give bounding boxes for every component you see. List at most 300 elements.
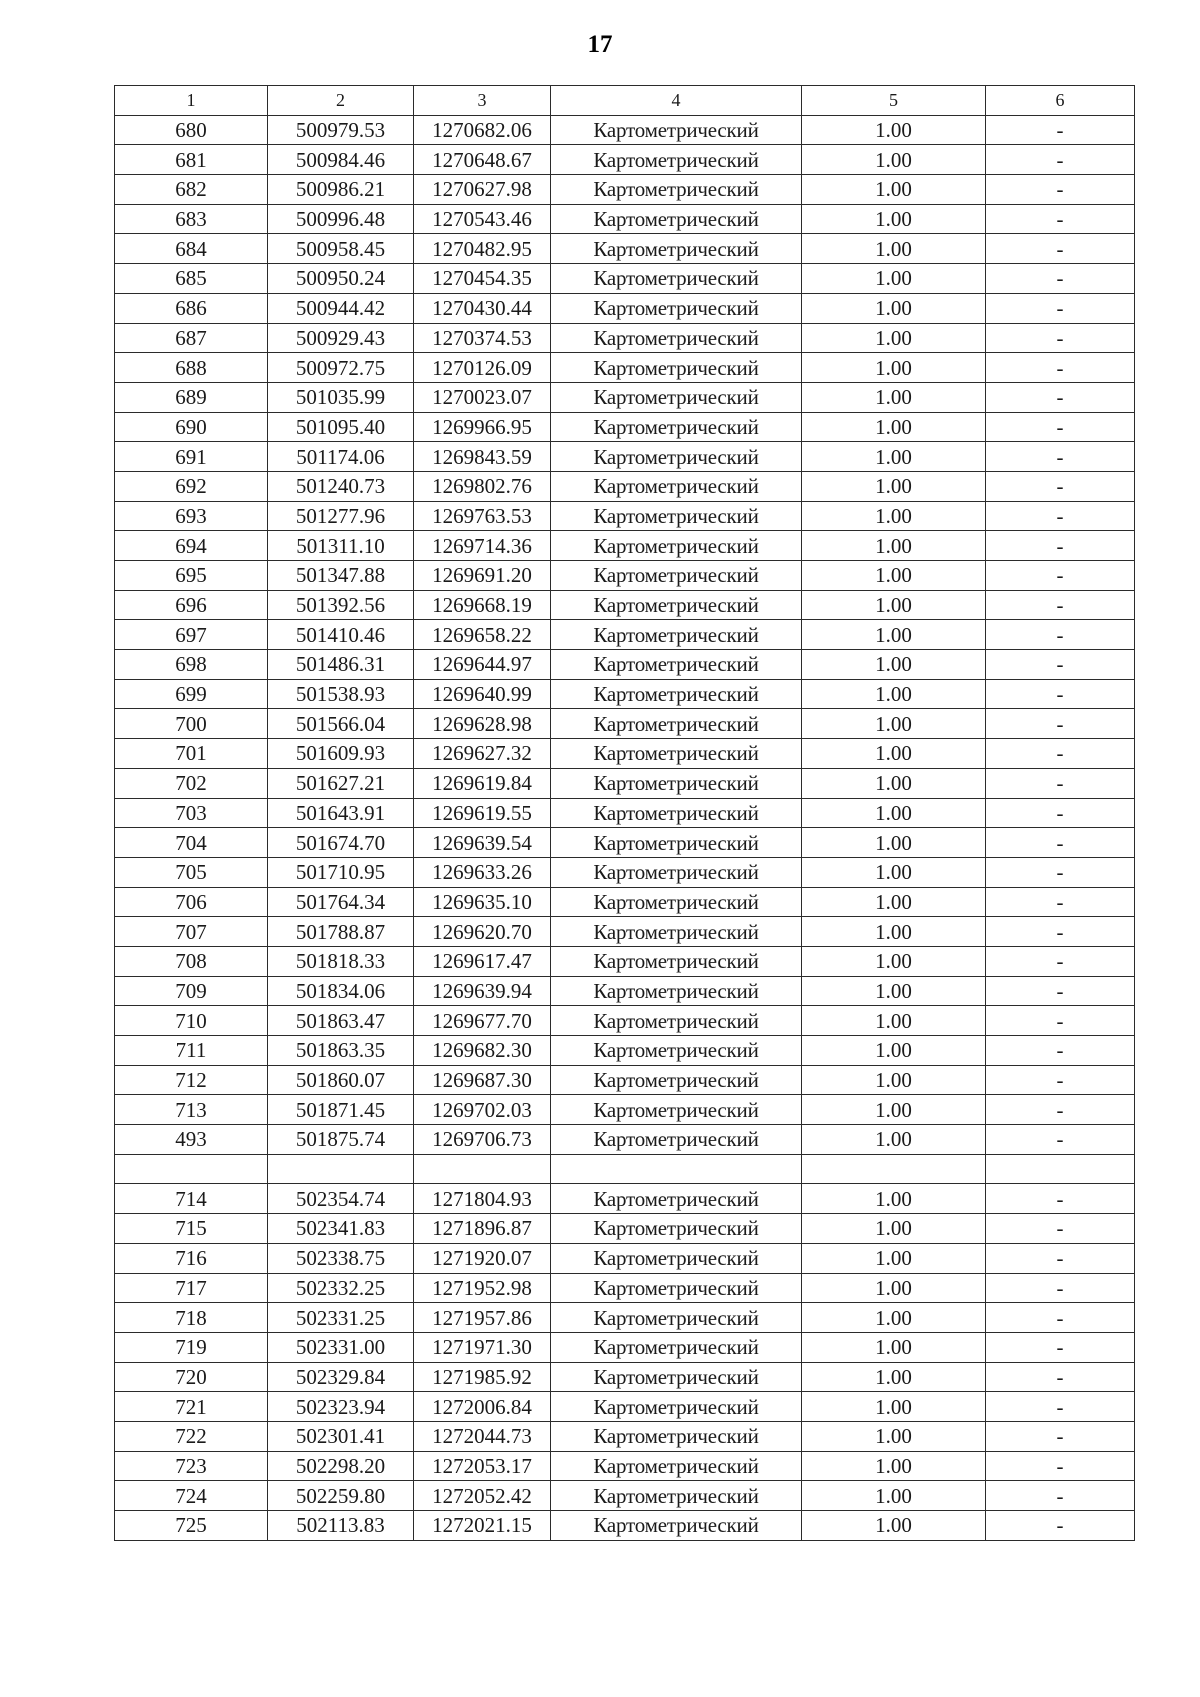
method-cell: Картометрический bbox=[551, 1451, 802, 1481]
point-number-cell: 709 bbox=[115, 976, 268, 1006]
y-coordinate-cell: 1269620.70 bbox=[414, 917, 551, 947]
note-cell: - bbox=[986, 204, 1135, 234]
x-coordinate-cell: 502329.84 bbox=[268, 1362, 414, 1392]
table-row bbox=[115, 1065, 1135, 1095]
column-header: 6 bbox=[986, 86, 1135, 116]
method-cell: Картометрический bbox=[551, 1303, 802, 1333]
y-coordinate-cell: 1270430.44 bbox=[414, 293, 551, 323]
y-coordinate-cell: 1269635.10 bbox=[414, 887, 551, 917]
table-row bbox=[115, 798, 1135, 828]
y-coordinate-cell: 1269640.99 bbox=[414, 679, 551, 709]
table-row bbox=[115, 1095, 1135, 1125]
table-row bbox=[115, 412, 1135, 442]
note-cell: - bbox=[986, 501, 1135, 531]
point-number-cell: 685 bbox=[115, 264, 268, 294]
table-row bbox=[115, 442, 1135, 472]
table-row bbox=[115, 709, 1135, 739]
table-row bbox=[115, 1154, 1135, 1184]
note-cell: - bbox=[986, 382, 1135, 412]
method-cell: Картометрический bbox=[551, 768, 802, 798]
y-coordinate-cell: 1269619.55 bbox=[414, 798, 551, 828]
x-coordinate-cell: 502298.20 bbox=[268, 1451, 414, 1481]
method-cell: Картометрический bbox=[551, 857, 802, 887]
table-row bbox=[115, 115, 1135, 145]
table-row bbox=[115, 531, 1135, 561]
point-number-cell: 688 bbox=[115, 353, 268, 383]
note-cell: - bbox=[986, 887, 1135, 917]
x-coordinate-cell: 501627.21 bbox=[268, 768, 414, 798]
note-cell: - bbox=[986, 323, 1135, 353]
x-coordinate-cell: 500984.46 bbox=[268, 145, 414, 175]
point-number-cell: 722 bbox=[115, 1421, 268, 1451]
table-row bbox=[115, 620, 1135, 650]
point-number-cell: 708 bbox=[115, 946, 268, 976]
point-number-cell: 693 bbox=[115, 501, 268, 531]
y-coordinate-cell: 1269677.70 bbox=[414, 1006, 551, 1036]
table-row bbox=[115, 1481, 1135, 1511]
method-cell: Картометрический bbox=[551, 1511, 802, 1541]
method-cell: Картометрический bbox=[551, 1036, 802, 1066]
method-cell: Картометрический bbox=[551, 1184, 802, 1214]
point-number-cell: 681 bbox=[115, 145, 268, 175]
point-number-cell: 699 bbox=[115, 679, 268, 709]
x-coordinate-cell: 501095.40 bbox=[268, 412, 414, 442]
point-number-cell: 700 bbox=[115, 709, 268, 739]
note-cell: - bbox=[986, 768, 1135, 798]
accuracy-cell: 1.00 bbox=[802, 620, 986, 650]
table-row bbox=[115, 1184, 1135, 1214]
x-coordinate-cell: 501871.45 bbox=[268, 1095, 414, 1125]
x-coordinate-cell: 502323.94 bbox=[268, 1392, 414, 1422]
accuracy-cell: 1.00 bbox=[802, 1421, 986, 1451]
x-coordinate-cell: 502332.25 bbox=[268, 1273, 414, 1303]
method-cell: Картометрический bbox=[551, 471, 802, 501]
x-coordinate-cell: 501818.33 bbox=[268, 946, 414, 976]
method-cell: Картометрический bbox=[551, 1065, 802, 1095]
accuracy-cell: 1.00 bbox=[802, 946, 986, 976]
accuracy-cell: 1.00 bbox=[802, 828, 986, 858]
note-cell: - bbox=[986, 976, 1135, 1006]
page-number: 17 bbox=[587, 31, 613, 58]
method-cell: Картометрический bbox=[551, 620, 802, 650]
note-cell: - bbox=[986, 946, 1135, 976]
y-coordinate-cell: 1271896.87 bbox=[414, 1214, 551, 1244]
method-cell: Картометрический bbox=[551, 1392, 802, 1422]
point-number-cell: 725 bbox=[115, 1511, 268, 1541]
point-number-cell: 711 bbox=[115, 1036, 268, 1066]
accuracy-cell: 1.00 bbox=[802, 1451, 986, 1481]
point-number-cell: 707 bbox=[115, 917, 268, 947]
point-number-cell: 689 bbox=[115, 382, 268, 412]
accuracy-cell: 1.00 bbox=[802, 442, 986, 472]
x-coordinate-cell: 500986.21 bbox=[268, 175, 414, 205]
table-row bbox=[115, 175, 1135, 205]
x-coordinate-cell: 501863.47 bbox=[268, 1006, 414, 1036]
point-number-cell: 713 bbox=[115, 1095, 268, 1125]
table-row bbox=[115, 650, 1135, 680]
x-coordinate-cell: 502338.75 bbox=[268, 1243, 414, 1273]
accuracy-cell: 1.00 bbox=[802, 798, 986, 828]
table-row bbox=[115, 1273, 1135, 1303]
table-row bbox=[115, 1392, 1135, 1422]
table-row bbox=[115, 323, 1135, 353]
x-coordinate-cell: 501538.93 bbox=[268, 679, 414, 709]
table-row bbox=[115, 768, 1135, 798]
accuracy-cell: 1.00 bbox=[802, 471, 986, 501]
method-cell: Картометрический bbox=[551, 1421, 802, 1451]
column-header: 1 bbox=[115, 86, 268, 116]
x-coordinate-cell: 501674.70 bbox=[268, 828, 414, 858]
note-cell: - bbox=[986, 709, 1135, 739]
note-cell: - bbox=[986, 1303, 1135, 1333]
accuracy-cell: 1.00 bbox=[802, 1036, 986, 1066]
x-coordinate-cell: 501764.34 bbox=[268, 887, 414, 917]
point-number-cell: 714 bbox=[115, 1184, 268, 1214]
note-cell: - bbox=[986, 1214, 1135, 1244]
point-number-cell: 719 bbox=[115, 1332, 268, 1362]
table-row bbox=[115, 1214, 1135, 1244]
note-cell: - bbox=[986, 412, 1135, 442]
y-coordinate-cell: 1271804.93 bbox=[414, 1184, 551, 1214]
x-coordinate-cell: 501860.07 bbox=[268, 1065, 414, 1095]
accuracy-cell: 1.00 bbox=[802, 145, 986, 175]
table-row bbox=[115, 739, 1135, 769]
y-coordinate-cell: 1269691.20 bbox=[414, 561, 551, 591]
y-coordinate-cell: 1269706.73 bbox=[414, 1125, 551, 1155]
method-cell: Картометрический bbox=[551, 1481, 802, 1511]
note-cell: - bbox=[986, 175, 1135, 205]
method-cell: Картометрический bbox=[551, 412, 802, 442]
y-coordinate-cell: 1270543.46 bbox=[414, 204, 551, 234]
accuracy-cell: 1.00 bbox=[802, 1362, 986, 1392]
table-body bbox=[115, 115, 1135, 1540]
accuracy-cell: 1.00 bbox=[802, 204, 986, 234]
note-cell: - bbox=[986, 620, 1135, 650]
note-cell: - bbox=[986, 1362, 1135, 1392]
method-cell: Картометрический bbox=[551, 234, 802, 264]
point-number-cell: 696 bbox=[115, 590, 268, 620]
x-coordinate-cell: 501277.96 bbox=[268, 501, 414, 531]
accuracy-cell: 1.00 bbox=[802, 739, 986, 769]
point-number-cell: 690 bbox=[115, 412, 268, 442]
accuracy-cell: 1.00 bbox=[802, 917, 986, 947]
table-row bbox=[115, 204, 1135, 234]
y-coordinate-cell: 1269639.54 bbox=[414, 828, 551, 858]
method-cell: Картометрический bbox=[551, 501, 802, 531]
method-cell: Картометрический bbox=[551, 1006, 802, 1036]
method-cell: Картометрический bbox=[551, 1125, 802, 1155]
note-cell bbox=[986, 1154, 1135, 1184]
method-cell: Картометрический bbox=[551, 1332, 802, 1362]
table-row bbox=[115, 1036, 1135, 1066]
x-coordinate-cell: 501311.10 bbox=[268, 531, 414, 561]
note-cell: - bbox=[986, 1065, 1135, 1095]
x-coordinate-cell: 502331.00 bbox=[268, 1332, 414, 1362]
table-row bbox=[115, 917, 1135, 947]
accuracy-cell: 1.00 bbox=[802, 976, 986, 1006]
point-number-cell: 702 bbox=[115, 768, 268, 798]
method-cell: Картометрический bbox=[551, 382, 802, 412]
method-cell bbox=[551, 1154, 802, 1184]
accuracy-cell: 1.00 bbox=[802, 1095, 986, 1125]
table-row bbox=[115, 353, 1135, 383]
note-cell: - bbox=[986, 1006, 1135, 1036]
y-coordinate-cell: 1269619.84 bbox=[414, 768, 551, 798]
accuracy-cell: 1.00 bbox=[802, 709, 986, 739]
y-coordinate-cell: 1270454.35 bbox=[414, 264, 551, 294]
point-number-cell: 680 bbox=[115, 115, 268, 145]
table-row bbox=[115, 293, 1135, 323]
y-coordinate-cell: 1269843.59 bbox=[414, 442, 551, 472]
point-number-cell: 684 bbox=[115, 234, 268, 264]
x-coordinate-cell: 501347.88 bbox=[268, 561, 414, 591]
method-cell: Картометрический bbox=[551, 1095, 802, 1125]
accuracy-cell: 1.00 bbox=[802, 1184, 986, 1214]
table-row bbox=[115, 1451, 1135, 1481]
table-row bbox=[115, 828, 1135, 858]
table-row bbox=[115, 976, 1135, 1006]
y-coordinate-cell: 1272044.73 bbox=[414, 1421, 551, 1451]
x-coordinate-cell: 502301.41 bbox=[268, 1421, 414, 1451]
accuracy-cell: 1.00 bbox=[802, 1243, 986, 1273]
x-coordinate-cell: 501240.73 bbox=[268, 471, 414, 501]
x-coordinate-cell: 500972.75 bbox=[268, 353, 414, 383]
y-coordinate-cell: 1272052.42 bbox=[414, 1481, 551, 1511]
note-cell: - bbox=[986, 1184, 1135, 1214]
y-coordinate-cell: 1270023.07 bbox=[414, 382, 551, 412]
method-cell: Картометрический bbox=[551, 293, 802, 323]
note-cell: - bbox=[986, 1392, 1135, 1422]
accuracy-cell: 1.00 bbox=[802, 887, 986, 917]
method-cell: Картометрический bbox=[551, 798, 802, 828]
x-coordinate-cell: 501174.06 bbox=[268, 442, 414, 472]
point-number-cell: 704 bbox=[115, 828, 268, 858]
x-coordinate-cell: 500944.42 bbox=[268, 293, 414, 323]
note-cell: - bbox=[986, 650, 1135, 680]
point-number-cell: 715 bbox=[115, 1214, 268, 1244]
note-cell: - bbox=[986, 1421, 1135, 1451]
x-coordinate-cell: 500979.53 bbox=[268, 115, 414, 145]
accuracy-cell: 1.00 bbox=[802, 175, 986, 205]
table-row bbox=[115, 679, 1135, 709]
accuracy-cell: 1.00 bbox=[802, 857, 986, 887]
y-coordinate-cell: 1270627.98 bbox=[414, 175, 551, 205]
accuracy-cell: 1.00 bbox=[802, 234, 986, 264]
x-coordinate-cell: 502354.74 bbox=[268, 1184, 414, 1214]
accuracy-cell: 1.00 bbox=[802, 679, 986, 709]
table-row bbox=[115, 1511, 1135, 1541]
point-number-cell: 703 bbox=[115, 798, 268, 828]
point-number-cell: 694 bbox=[115, 531, 268, 561]
x-coordinate-cell: 501710.95 bbox=[268, 857, 414, 887]
x-coordinate-cell: 501410.46 bbox=[268, 620, 414, 650]
x-coordinate-cell: 502331.25 bbox=[268, 1303, 414, 1333]
method-cell: Картометрический bbox=[551, 175, 802, 205]
accuracy-cell bbox=[802, 1154, 986, 1184]
y-coordinate-cell: 1269633.26 bbox=[414, 857, 551, 887]
table-row bbox=[115, 145, 1135, 175]
note-cell: - bbox=[986, 1451, 1135, 1481]
point-number-cell: 716 bbox=[115, 1243, 268, 1273]
table-row bbox=[115, 946, 1135, 976]
y-coordinate-cell: 1269639.94 bbox=[414, 976, 551, 1006]
y-coordinate-cell: 1270482.95 bbox=[414, 234, 551, 264]
y-coordinate-cell: 1272006.84 bbox=[414, 1392, 551, 1422]
x-coordinate-cell: 500950.24 bbox=[268, 264, 414, 294]
method-cell: Картометрический bbox=[551, 1214, 802, 1244]
accuracy-cell: 1.00 bbox=[802, 1214, 986, 1244]
point-number-cell: 701 bbox=[115, 739, 268, 769]
accuracy-cell: 1.00 bbox=[802, 323, 986, 353]
x-coordinate-cell: 501643.91 bbox=[268, 798, 414, 828]
note-cell: - bbox=[986, 739, 1135, 769]
point-number-cell: 687 bbox=[115, 323, 268, 353]
accuracy-cell: 1.00 bbox=[802, 1065, 986, 1095]
accuracy-cell: 1.00 bbox=[802, 1303, 986, 1333]
y-coordinate-cell: 1269627.32 bbox=[414, 739, 551, 769]
y-coordinate-cell: 1270126.09 bbox=[414, 353, 551, 383]
accuracy-cell: 1.00 bbox=[802, 561, 986, 591]
accuracy-cell: 1.00 bbox=[802, 590, 986, 620]
point-number-cell: 682 bbox=[115, 175, 268, 205]
table-row bbox=[115, 561, 1135, 591]
y-coordinate-cell: 1269644.97 bbox=[414, 650, 551, 680]
accuracy-cell: 1.00 bbox=[802, 531, 986, 561]
x-coordinate-cell: 501834.06 bbox=[268, 976, 414, 1006]
x-coordinate-cell: 500996.48 bbox=[268, 204, 414, 234]
method-cell: Картометрический bbox=[551, 204, 802, 234]
accuracy-cell: 1.00 bbox=[802, 115, 986, 145]
note-cell: - bbox=[986, 234, 1135, 264]
x-coordinate-cell: 501566.04 bbox=[268, 709, 414, 739]
point-number-cell: 695 bbox=[115, 561, 268, 591]
accuracy-cell: 1.00 bbox=[802, 650, 986, 680]
point-number-cell: 686 bbox=[115, 293, 268, 323]
accuracy-cell: 1.00 bbox=[802, 1273, 986, 1303]
point-number-cell: 692 bbox=[115, 471, 268, 501]
x-coordinate-cell: 500958.45 bbox=[268, 234, 414, 264]
accuracy-cell: 1.00 bbox=[802, 293, 986, 323]
y-coordinate-cell: 1271971.30 bbox=[414, 1332, 551, 1362]
method-cell: Картометрический bbox=[551, 709, 802, 739]
note-cell: - bbox=[986, 561, 1135, 591]
point-number-cell: 683 bbox=[115, 204, 268, 234]
note-cell: - bbox=[986, 798, 1135, 828]
column-header: 5 bbox=[802, 86, 986, 116]
y-coordinate-cell: 1271985.92 bbox=[414, 1362, 551, 1392]
method-cell: Картометрический bbox=[551, 1273, 802, 1303]
table-header-row bbox=[115, 86, 1135, 116]
x-coordinate-cell: 501609.93 bbox=[268, 739, 414, 769]
point-number-cell: 721 bbox=[115, 1392, 268, 1422]
note-cell: - bbox=[986, 1243, 1135, 1273]
note-cell: - bbox=[986, 1095, 1135, 1125]
point-number-cell: 493 bbox=[115, 1125, 268, 1155]
column-header: 3 bbox=[414, 86, 551, 116]
method-cell: Картометрический bbox=[551, 739, 802, 769]
y-coordinate-cell: 1269687.30 bbox=[414, 1065, 551, 1095]
table-row bbox=[115, 501, 1135, 531]
point-number-cell: 706 bbox=[115, 887, 268, 917]
note-cell: - bbox=[986, 1481, 1135, 1511]
point-number-cell: 720 bbox=[115, 1362, 268, 1392]
accuracy-cell: 1.00 bbox=[802, 1392, 986, 1422]
y-coordinate-cell: 1269763.53 bbox=[414, 501, 551, 531]
note-cell: - bbox=[986, 1273, 1135, 1303]
y-coordinate-cell: 1269628.98 bbox=[414, 709, 551, 739]
accuracy-cell: 1.00 bbox=[802, 1125, 986, 1155]
note-cell: - bbox=[986, 353, 1135, 383]
table-row bbox=[115, 1006, 1135, 1036]
note-cell: - bbox=[986, 531, 1135, 561]
y-coordinate-cell: 1269702.03 bbox=[414, 1095, 551, 1125]
column-header: 2 bbox=[268, 86, 414, 116]
method-cell: Картометрический bbox=[551, 650, 802, 680]
note-cell: - bbox=[986, 442, 1135, 472]
y-coordinate-cell: 1269668.19 bbox=[414, 590, 551, 620]
method-cell: Картометрический bbox=[551, 1362, 802, 1392]
note-cell: - bbox=[986, 590, 1135, 620]
table-row bbox=[115, 1421, 1135, 1451]
method-cell: Картометрический bbox=[551, 828, 802, 858]
method-cell: Картометрический bbox=[551, 264, 802, 294]
note-cell: - bbox=[986, 293, 1135, 323]
note-cell: - bbox=[986, 828, 1135, 858]
y-coordinate-cell: 1272021.15 bbox=[414, 1511, 551, 1541]
y-coordinate-cell: 1271957.86 bbox=[414, 1303, 551, 1333]
method-cell: Картометрический bbox=[551, 442, 802, 472]
x-coordinate-cell: 501875.74 bbox=[268, 1125, 414, 1155]
point-number-cell bbox=[115, 1154, 268, 1184]
note-cell: - bbox=[986, 857, 1135, 887]
accuracy-cell: 1.00 bbox=[802, 768, 986, 798]
note-cell: - bbox=[986, 1036, 1135, 1066]
accuracy-cell: 1.00 bbox=[802, 353, 986, 383]
note-cell: - bbox=[986, 917, 1135, 947]
column-header: 4 bbox=[551, 86, 802, 116]
x-coordinate-cell: 502113.83 bbox=[268, 1511, 414, 1541]
table-row bbox=[115, 264, 1135, 294]
table-row bbox=[115, 1243, 1135, 1273]
table-row bbox=[115, 1332, 1135, 1362]
accuracy-cell: 1.00 bbox=[802, 1332, 986, 1362]
y-coordinate-cell: 1270648.67 bbox=[414, 145, 551, 175]
table-row bbox=[115, 471, 1135, 501]
point-number-cell: 710 bbox=[115, 1006, 268, 1036]
y-coordinate-cell: 1270374.53 bbox=[414, 323, 551, 353]
note-cell: - bbox=[986, 1332, 1135, 1362]
y-coordinate-cell bbox=[414, 1154, 551, 1184]
y-coordinate-cell: 1269658.22 bbox=[414, 620, 551, 650]
table-row bbox=[115, 234, 1135, 264]
y-coordinate-cell: 1269802.76 bbox=[414, 471, 551, 501]
x-coordinate-cell: 502341.83 bbox=[268, 1214, 414, 1244]
method-cell: Картометрический bbox=[551, 531, 802, 561]
method-cell: Картометрический bbox=[551, 145, 802, 175]
y-coordinate-cell: 1269617.47 bbox=[414, 946, 551, 976]
table-row bbox=[115, 590, 1135, 620]
note-cell: - bbox=[986, 1511, 1135, 1541]
method-cell: Картометрический bbox=[551, 946, 802, 976]
y-coordinate-cell: 1271952.98 bbox=[414, 1273, 551, 1303]
x-coordinate-cell: 501863.35 bbox=[268, 1036, 414, 1066]
method-cell: Картометрический bbox=[551, 561, 802, 591]
table-row bbox=[115, 382, 1135, 412]
point-number-cell: 718 bbox=[115, 1303, 268, 1333]
x-coordinate-cell: 501486.31 bbox=[268, 650, 414, 680]
table-row bbox=[115, 1125, 1135, 1155]
x-coordinate-cell: 500929.43 bbox=[268, 323, 414, 353]
